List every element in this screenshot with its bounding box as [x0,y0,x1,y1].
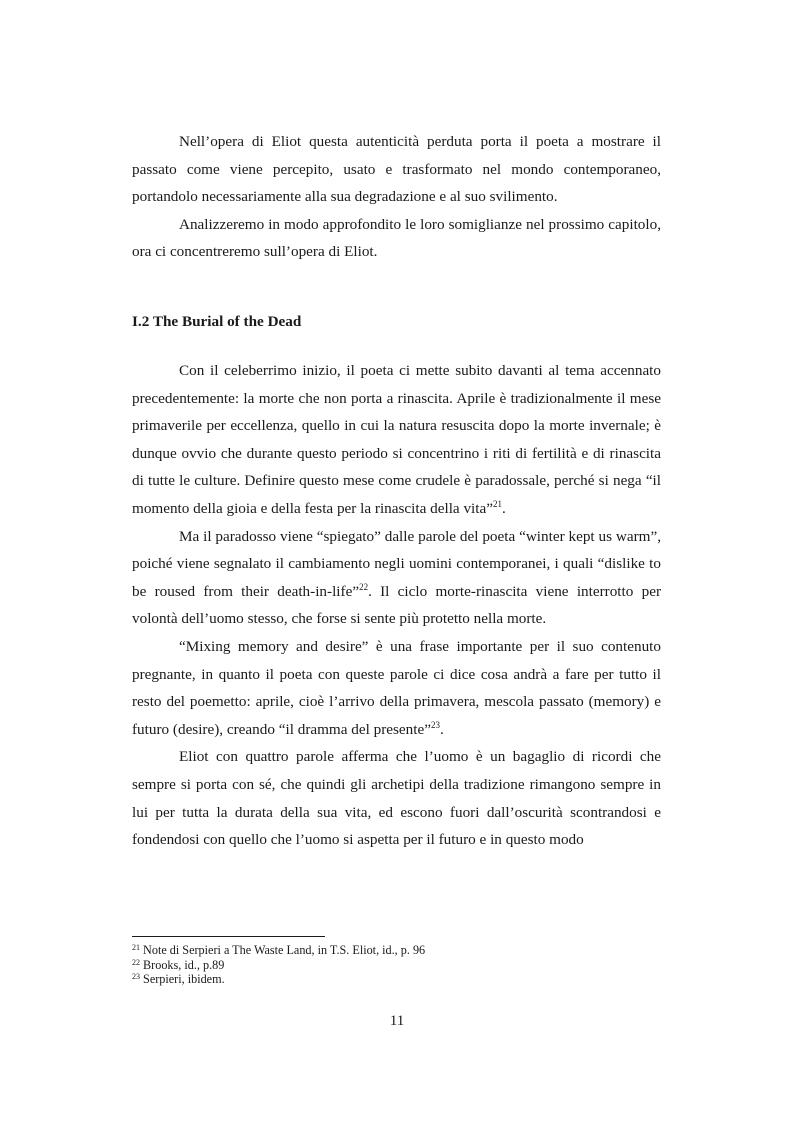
section-body [132,357,661,854]
paragraph: Analizzeremo in modo approfondito le loro somiglianze nel prossimo capitolo, ora ci concentreremo sull’opera di Eliot. [132,215,661,261]
paragraph: Nell’opera di Eliot questa autenticità perduta porta il poeta a mostrare il passato come viene percepito, usato e trasformato nel mondo contemporaneo, portandolo necessariamente alla sua degradazione e al suo svilimento. [132,133,661,206]
paragraph [132,523,661,633]
section-heading: I.2 The Burial of the Dead [132,313,302,330]
paragraph-text: Con il celeberrimo inizio, il poeta ci mette subito davanti al tema accennato precedentemente: la morte che non porta a rinascita. Aprile è tradizionalmente il mese primaverile per eccellenza, quello in cui la natura resuscita dopo la morte invernale; è dunque ovvio che durante questo periodo si concentrino i riti di fertilità e di rinascita di tutte le culture. Definire questo mese come crudele è paradossale, perché si nega “il momento della gioia e della festa per la rinascita della vita” [132,362,661,517]
footnote-number: 22 [132,957,140,967]
paragraph-text: . Il ciclo morte-rinascita viene interrotto per volontà dell’uomo stesso, che forse si sente più protetto nella morte. [132,582,661,628]
footnote-number: 21 [132,943,140,952]
footnote-text: Brooks, id., p.89 [143,957,225,972]
footnote [132,958,661,973]
footnote-text: Serpieri, ibidem. [143,972,225,987]
footnote-divider [132,936,325,937]
paragraph [132,357,661,523]
footnote-text: Note di Serpieri a The Waste Land, in T.S. Eliot, id., p. 96 [143,943,426,957]
paragraph-text: Ma il paradosso viene “spiegato” dalle parole del poeta “winter kept us warm”, poiché viene segnalato il cambiamento negli uomini contemporanei, i quali “dislike to be roused from their death-in-life” [132,527,661,600]
paragraph-text: . [501,499,506,517]
footnote-marker[interactable]: 22 [359,581,369,592]
footnote-marker[interactable]: 21 [492,498,502,509]
paragraph [132,633,661,743]
paragraph: Eliot con quattro parole afferma che l’uomo è un bagaglio di ricordi che sempre si porta con sé, che quindi gli archetipi della tradizione rimangono sempre in lui per tutta la durata della sua vita, ed escono fuori dall’oscurità scontrandosi e fondendosi con quello che l’uomo si aspetta per il futuro e in questo modo [132,748,661,849]
paragraph-text: “Mixing memory and desire” è una frase importante per il suo contenuto pregnante, in quanto il poeta con queste parole ci dice cosa andrà a fare per tutto il resto del poemetto: aprile, cioè l’arrivo della primavera, mescola passato (memory) e futuro (desire), creando “il dramma del presente” [132,637,661,738]
footnote [132,972,661,987]
intro-text [132,128,661,266]
footnote-number: 23 [132,972,140,982]
footnote [132,943,661,958]
footnotes [132,943,661,987]
paragraph-text: . [439,720,444,738]
page-number: 11 [389,1012,405,1029]
footnote-marker[interactable]: 23 [430,719,440,730]
